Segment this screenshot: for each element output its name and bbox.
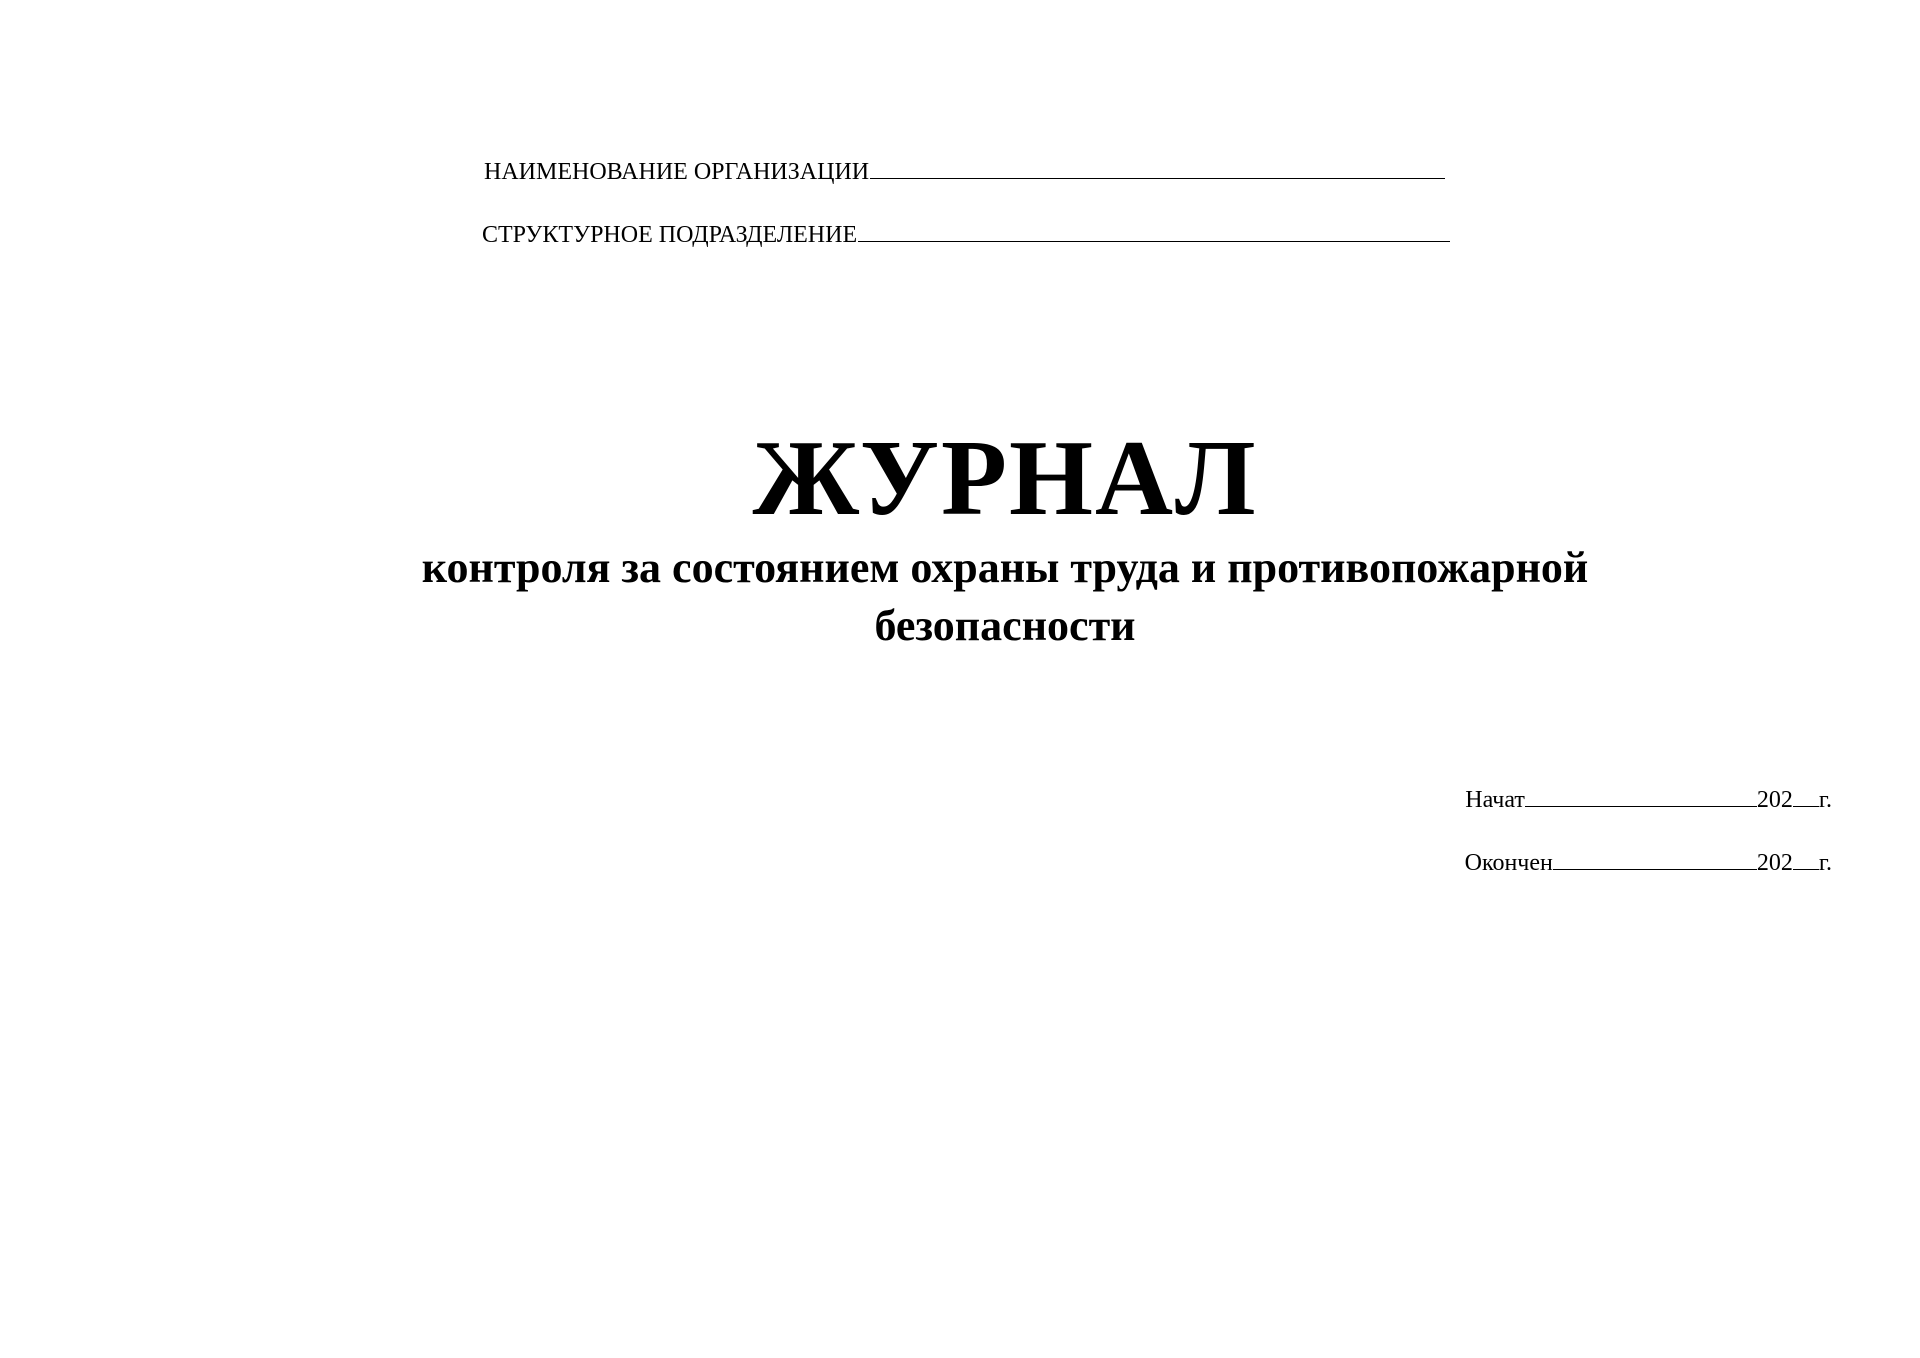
journal-title: ЖУРНАЛ: [752, 419, 1258, 538]
journal-subtitle-line-1: [0, 543, 1920, 592]
journal-subtitle-line-2: [0, 601, 1920, 650]
end-year-prefix: 202: [1756, 850, 1793, 876]
department-line: [482, 221, 1450, 247]
department-blank: [858, 221, 1450, 242]
start-date-blank: [1525, 786, 1757, 807]
organization-name-line: [484, 158, 1445, 184]
start-year-prefix: 202: [1756, 787, 1793, 813]
title-block: [0, 419, 1920, 538]
end-date-line: [1465, 849, 1832, 875]
end-year-blank: [1793, 849, 1819, 870]
department-label: СТРУКТУРНОЕ ПОДРАЗДЕЛЕНИЕ: [482, 222, 858, 248]
start-date-label: Начат: [1465, 787, 1525, 813]
end-date-label: Окончен: [1464, 850, 1553, 876]
end-year-suffix: г.: [1818, 850, 1832, 876]
journal-subtitle-text-1: контроля за состоянием охраны труда и противопожарной: [421, 543, 1589, 592]
journal-subtitle-text-2: безопасности: [874, 601, 1136, 650]
organization-name-label: НАИМЕНОВАНИЕ ОРГАНИЗАЦИИ: [484, 159, 870, 185]
start-year-suffix: г.: [1818, 787, 1832, 813]
end-date-blank: [1553, 849, 1757, 870]
organization-name-blank: [870, 158, 1445, 179]
start-year-blank: [1793, 786, 1819, 807]
start-date-line: [1465, 786, 1832, 812]
